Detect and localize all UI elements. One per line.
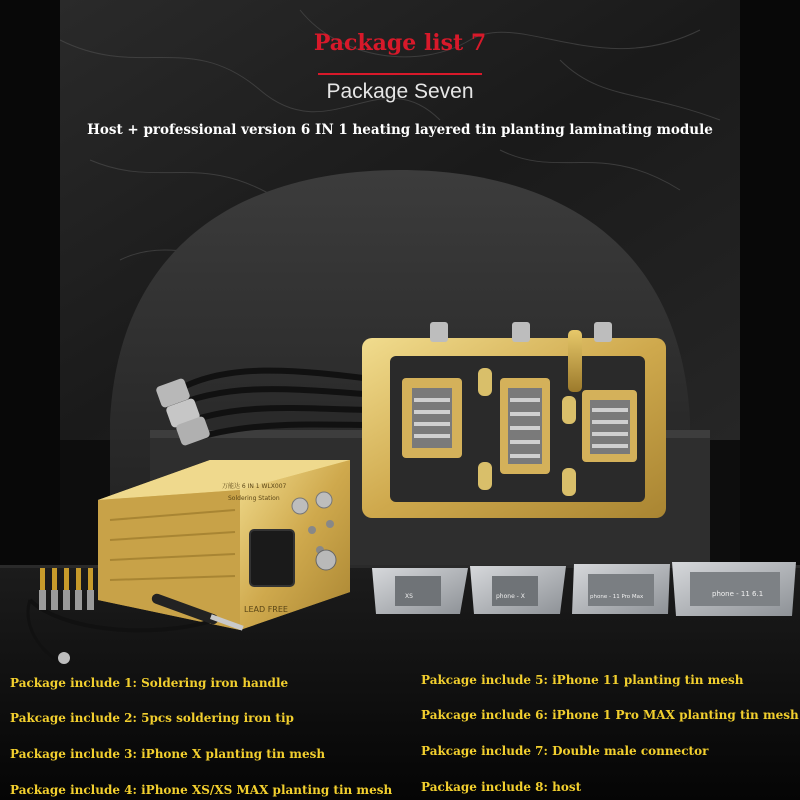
- title-divider: [318, 73, 482, 75]
- station-screen: [250, 530, 294, 586]
- page-subtitle: Package Seven: [326, 80, 474, 103]
- mesh-label: phone - 11 6.1: [712, 590, 764, 598]
- mesh-label: XS: [405, 593, 413, 600]
- mesh-x: [470, 566, 566, 614]
- package-item: Pakcage include 2: 5pcs soldering iron tip: [10, 711, 294, 725]
- package-item: Package include 1: Soldering iron handle: [10, 676, 289, 690]
- package-item: Package include 4: iPhone XS/XS MAX planting tin mesh: [10, 783, 393, 797]
- package-item: Pakcage include 5: iPhone 11 planting tin mesh: [421, 673, 744, 687]
- heating-module: [362, 322, 666, 518]
- station-model-label: Soldering Station: [228, 495, 280, 502]
- mesh-label: phone - X: [496, 593, 525, 600]
- mesh-label: phone - 11 Pro Max: [590, 594, 644, 600]
- mesh-xs: [372, 568, 468, 614]
- package-item: Package include 8: host: [421, 780, 582, 794]
- package-item: Pakcage include 6: iPhone 1 Pro MAX planting tin mesh: [421, 708, 799, 722]
- mesh-11-pro-max: [572, 564, 670, 614]
- station-lead-free-label: LEAD FREE: [244, 605, 288, 614]
- page-title: Package list 7: [313, 30, 487, 56]
- package-item: Pakcage include 7: Double male connector: [421, 744, 709, 758]
- mesh-11: [672, 562, 796, 616]
- planting-tin-meshes: [372, 562, 796, 616]
- package-item: Package include 3: iPhone X planting tin mesh: [10, 747, 326, 761]
- product-description: Host + professional version 6 IN 1 heating layered tin planting laminating module: [87, 122, 713, 138]
- station-brand-label: 万能达 6 IN 1 WLX007: [222, 483, 287, 490]
